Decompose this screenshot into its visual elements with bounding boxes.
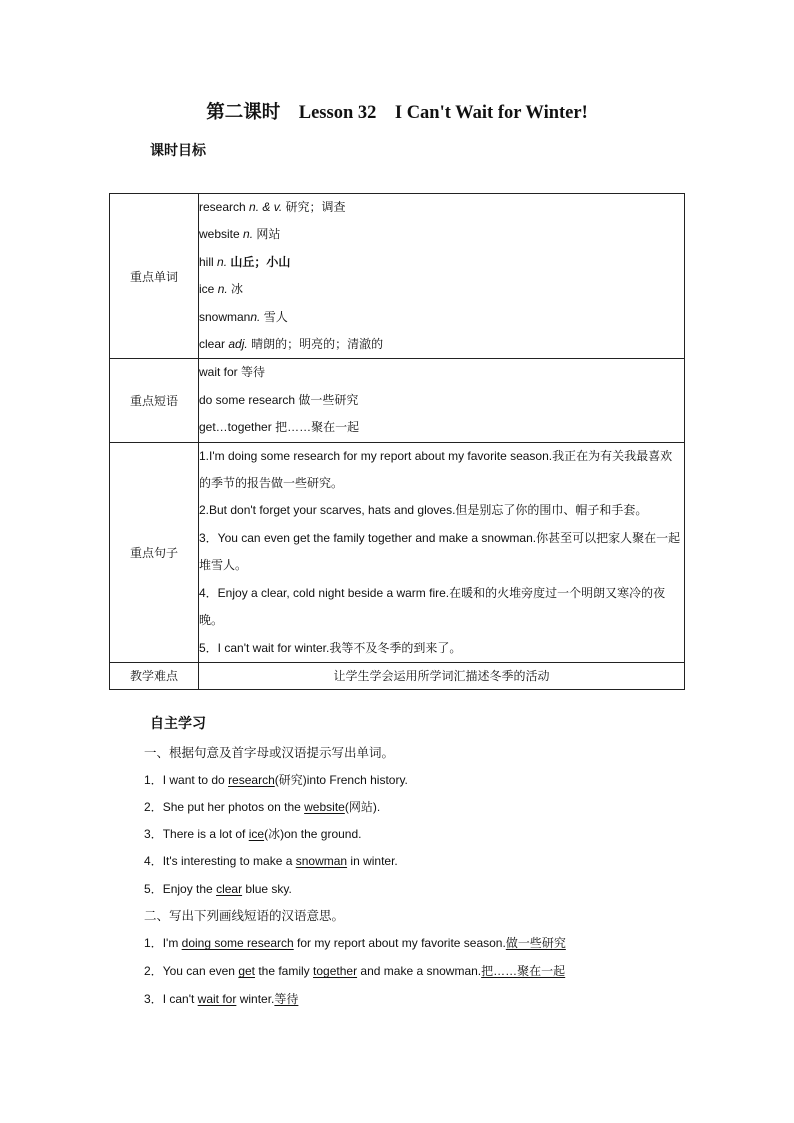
vocab-pos: n. bbox=[243, 227, 254, 242]
exercise-item: 4．It's interesting to make a snowman in winter. bbox=[144, 854, 398, 868]
vocab-item bbox=[199, 331, 684, 358]
sentence-item: 2.But don't forget your scarves, hats and gloves.但是别忘了你的围巾、帽子和手套。 bbox=[199, 503, 648, 518]
exercise-item: 1．I want to do research(研究)into French history. bbox=[144, 773, 408, 787]
objectives-table bbox=[109, 193, 685, 690]
answer-blank: clear bbox=[216, 882, 243, 896]
vocab-meaning: 网站 bbox=[256, 227, 281, 242]
vocab-word: hill bbox=[199, 254, 214, 269]
vocab-meaning: 雪人 bbox=[263, 309, 288, 324]
objectives-heading: 课时目标 bbox=[150, 143, 206, 159]
phrases-label: 重点短语 bbox=[110, 359, 199, 442]
phrase-item bbox=[199, 387, 684, 414]
part1-heading: 一、根据句意及首字母或汉语提示写出单词。 bbox=[144, 745, 395, 760]
self-study-heading: 自主学习 bbox=[150, 716, 206, 732]
answer-blank: snowman bbox=[295, 854, 348, 868]
phrase-text: wait for bbox=[199, 365, 238, 380]
sentence-item: 3．You can even get the family together and make a snowman.你甚至可以把家人聚在一起堆雪人。 bbox=[199, 530, 681, 573]
vocab-row bbox=[110, 194, 685, 359]
sentences-cell bbox=[199, 442, 685, 662]
exercise-item: 3．There is a lot of ice(冰)on the ground. bbox=[144, 827, 362, 841]
difficulty-text: 让学生学会运用所学词汇描述冬季的活动 bbox=[199, 662, 685, 689]
vocab-item bbox=[199, 249, 684, 276]
exercise-item: 5．Enjoy the clear blue sky. bbox=[144, 882, 292, 896]
phrase-item bbox=[199, 414, 684, 441]
vocab-word: ice bbox=[199, 282, 215, 297]
vocab-pos: n. & v. bbox=[249, 200, 283, 214]
vocab-pos: n. bbox=[217, 254, 228, 269]
answer-blank: ice bbox=[248, 827, 265, 841]
answer-blank: website bbox=[304, 800, 345, 814]
answer-blank: 把……聚在一起 bbox=[481, 964, 566, 978]
exercise-item: 2．You can even get the family together and make a snowman.把……聚在一起 bbox=[144, 964, 566, 978]
phrase-text: get…together bbox=[199, 420, 272, 435]
vocab-cell bbox=[199, 194, 685, 359]
difficulty-label: 教学难点 bbox=[110, 662, 199, 689]
vocab-word: clear bbox=[199, 337, 226, 352]
vocab-item bbox=[199, 221, 684, 248]
part2-heading: 二、写出下列画线短语的汉语意思。 bbox=[144, 908, 345, 923]
exercise-item: 2．She put her photos on the website(网站). bbox=[144, 800, 381, 814]
answer-blank: 等待 bbox=[274, 992, 299, 1006]
vocab-item bbox=[199, 194, 684, 221]
vocab-item bbox=[199, 276, 684, 303]
vocab-meaning: 山丘；小山 bbox=[230, 254, 291, 269]
answer-blank: research bbox=[228, 773, 275, 787]
vocab-word: snowman bbox=[199, 309, 251, 324]
vocab-meaning: 晴朗的；明亮的；清澈的 bbox=[251, 337, 384, 352]
vocab-pos: adj. bbox=[228, 337, 248, 352]
vocab-word: research bbox=[199, 200, 246, 214]
vocab-item bbox=[199, 304, 684, 331]
underlined-phrase: doing some research bbox=[181, 936, 294, 950]
exercise-item: 3．I can't wait for winter.等待 bbox=[144, 992, 299, 1006]
phrase-meaning: 做一些研究 bbox=[298, 392, 359, 407]
underlined-phrase: get bbox=[238, 964, 255, 978]
phrase-text: do some research bbox=[199, 392, 296, 407]
vocab-word: website bbox=[199, 227, 240, 242]
sentences-row bbox=[110, 442, 685, 662]
phrase-meaning: 等待 bbox=[241, 365, 266, 380]
vocab-label: 重点单词 bbox=[110, 194, 199, 359]
answer-blank: 做一些研究 bbox=[505, 936, 566, 950]
difficulty-row bbox=[110, 662, 685, 689]
exercise-item: 1．I'm doing some research for my report about my favorite season.做一些研究 bbox=[144, 936, 566, 950]
phrases-cell bbox=[199, 359, 685, 442]
sentence-item: 4．Enjoy a clear, cold night beside a warm fire.在暖和的火堆旁度过一个明朗又寒冷的夜晚。 bbox=[199, 585, 666, 628]
underlined-phrase: wait for bbox=[197, 992, 237, 1006]
phrase-meaning: 把……聚在一起 bbox=[275, 420, 360, 435]
phrases-row bbox=[110, 359, 685, 442]
sentences-label: 重点句子 bbox=[110, 442, 199, 662]
underlined-phrase: together bbox=[313, 964, 358, 978]
vocab-meaning: 研究；调查 bbox=[285, 200, 346, 214]
sentence-item: 5．I can't wait for winter.我等不及冬季的到来了。 bbox=[199, 640, 462, 655]
page-title: 第二课时 Lesson 32 I Can't Wait for Winter! bbox=[206, 103, 588, 123]
sentence-item: 1.I'm doing some research for my report about my favorite season.我正在为有关我最喜欢的季节的报告做一些研究。 bbox=[199, 448, 673, 491]
vocab-pos: n. bbox=[217, 282, 228, 297]
vocab-pos: n. bbox=[250, 309, 261, 324]
phrase-item bbox=[199, 359, 684, 386]
vocab-meaning: 冰 bbox=[231, 282, 244, 297]
